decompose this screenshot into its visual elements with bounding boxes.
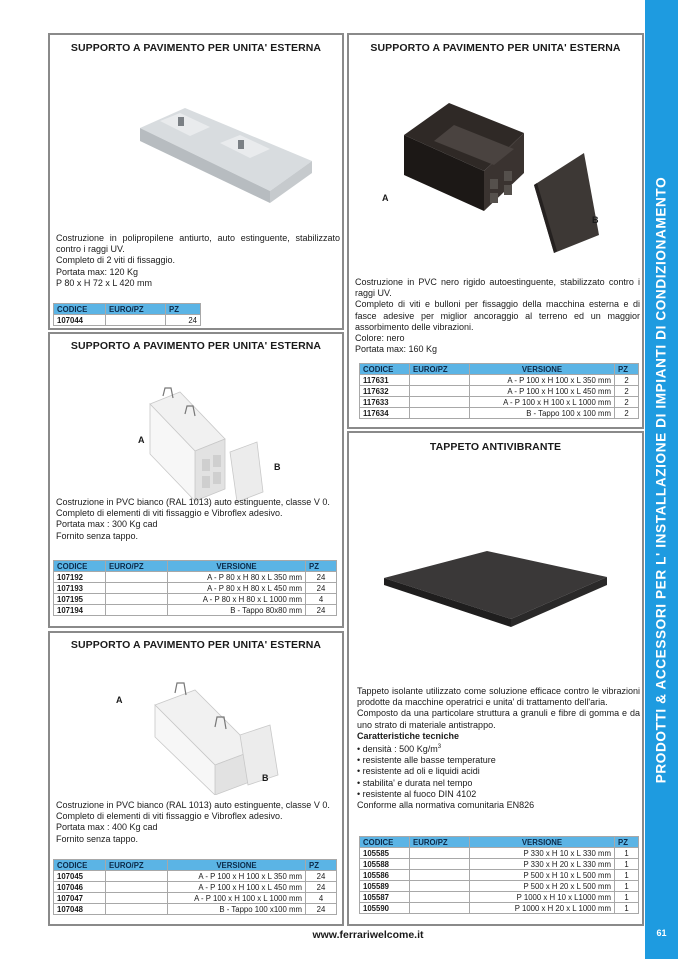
label-a: A — [116, 695, 123, 705]
product-panel-3 — [48, 332, 344, 628]
table-row[interactable] — [360, 397, 639, 408]
description-line: Colore: nero — [355, 333, 405, 344]
cell-pz: 2 — [615, 397, 639, 408]
cell-euro — [410, 892, 470, 903]
cell-codice: 107046 — [54, 882, 106, 893]
cell-pz: 1 — [615, 881, 639, 892]
table-row[interactable] — [54, 572, 337, 583]
panel-1-description — [56, 233, 340, 289]
cell-euro — [410, 903, 470, 914]
cell-versione: P 1000 x H 10 x L1000 mm — [470, 892, 615, 903]
table-row[interactable] — [54, 882, 337, 893]
density-unit-exponent: 3 — [437, 744, 442, 751]
product-panel-5 — [48, 631, 344, 926]
cell-pz: 24 — [306, 583, 337, 594]
panel-2-product-table — [359, 363, 639, 419]
bullet-item: Conforme alla normativa comunitaria EN826 — [357, 800, 535, 811]
col-codice: CODICE — [54, 561, 106, 572]
cell-codice: 107193 — [54, 583, 106, 594]
cell-codice: 117632 — [360, 386, 410, 397]
density-line — [357, 742, 640, 755]
col-euro: EURO/PZ — [106, 561, 168, 572]
cell-euro — [106, 871, 168, 882]
cell-versione: A - P 80 x H 80 x L 1000 mm — [168, 594, 306, 605]
product-panel-4 — [347, 431, 644, 926]
cell-codice: 117631 — [360, 375, 410, 386]
panel-2-title: SUPPORTO A PAVIMENTO PER UNITA' ESTERNA — [370, 42, 621, 54]
description-line: Portata max : 400 Kg cad — [56, 822, 158, 833]
cell-versione: A - P 100 x H 100 x L 1000 mm — [470, 397, 615, 408]
product-image-black-support — [394, 93, 604, 253]
cell-euro — [106, 594, 168, 605]
panel-4-title: TAPPETO ANTIVIBRANTE — [429, 441, 562, 453]
table-row[interactable] — [54, 315, 201, 326]
table-row[interactable] — [360, 903, 639, 914]
panel-5-product-table — [53, 859, 337, 915]
product-image-white-support — [130, 93, 320, 213]
description-line: Completo di elementi di viti fissaggio e Vibroflex adesivo. — [56, 508, 283, 519]
label-b: B — [592, 215, 599, 225]
cell-pz: 24 — [306, 882, 337, 893]
product-image-pvc-support-100 — [140, 665, 300, 795]
table-header-row — [54, 860, 337, 871]
cell-euro — [410, 397, 470, 408]
cell-codice: 105590 — [360, 903, 410, 914]
table-row[interactable] — [54, 583, 337, 594]
cell-pz: 1 — [615, 870, 639, 881]
cell-pz: 24 — [306, 871, 337, 882]
cell-pz: 2 — [615, 408, 639, 419]
panel-1-product-table — [53, 303, 201, 326]
cell-codice: 107045 — [54, 871, 106, 882]
cell-euro — [410, 375, 470, 386]
col-euro: EURO/PZ — [106, 304, 166, 315]
col-euro: EURO/PZ — [106, 860, 168, 871]
description-line: Composto da una particolare struttura a granuli e fibre di gomma e da uno strato di materiale antistrappo. — [357, 708, 640, 730]
table-row[interactable] — [54, 605, 337, 616]
cell-versione: A - P 80 x H 80 x L 350 mm — [168, 572, 306, 583]
description-line: Costruzione in polipropilene antiurto, auto estinguente, stabilizzato contro i raggi UV. — [56, 233, 340, 255]
table-row[interactable] — [54, 904, 337, 915]
table-row[interactable] — [360, 892, 639, 903]
col-versione: VERSIONE — [168, 561, 306, 572]
cell-codice: 117634 — [360, 408, 410, 419]
description-line: Completo di 2 viti di fissaggio. — [56, 255, 176, 266]
category-title-text: PRODOTTI & ACCESSORI PER L' INSTALLAZIONE DI IMPIANTI DI CONDIZIONAMENTO — [653, 176, 669, 784]
cell-euro — [410, 386, 470, 397]
cell-euro — [410, 859, 470, 870]
table-row[interactable] — [360, 375, 639, 386]
description-line: Costruzione in PVC bianco (RAL 1013) auto estinguente, classe V 0. — [56, 497, 330, 507]
footer — [0, 929, 678, 941]
cell-versione: B - Tappo 80x80 mm — [168, 605, 306, 616]
footer-url[interactable]: www.ferrariwelcome.it — [312, 929, 424, 941]
description-line: Costruzione in PVC nero rigido autoestinguente, stabilizzato contro i raggi UV. — [355, 277, 640, 299]
description-line: Tappeto isolante utilizzato come soluzione efficace contro le vibrazioni prodotte da macchine operatrici e unita' di trattamento dell'aria. — [357, 686, 640, 708]
bullet-item: • stabilita' e durata nel tempo — [357, 777, 473, 788]
cell-codice: 105586 — [360, 870, 410, 881]
cell-codice: 107044 — [54, 315, 106, 326]
cell-euro — [410, 408, 470, 419]
cell-codice: 105589 — [360, 881, 410, 892]
description-line: Fornito senza tappo. — [56, 530, 139, 541]
cell-pz: 1 — [615, 892, 639, 903]
cell-pz: 24 — [306, 904, 337, 915]
description-line: P 80 x H 72 x L 420 mm — [56, 277, 153, 288]
col-pz: PZ — [306, 561, 337, 572]
description-line: Portata max : 300 Kg cad — [56, 519, 158, 530]
panel-3-product-table — [53, 560, 337, 616]
description-line: Completo di elementi di viti fissaggio e Vibroflex adesivo. — [56, 811, 283, 822]
panel-3-title: SUPPORTO A PAVIMENTO PER UNITA' ESTERNA — [70, 340, 322, 352]
cell-pz: 2 — [615, 386, 639, 397]
panel-2-description — [355, 277, 640, 355]
cell-pz: 24 — [306, 605, 337, 616]
table-row[interactable] — [360, 408, 639, 419]
cell-codice: 107047 — [54, 893, 106, 904]
table-row[interactable] — [360, 881, 639, 892]
cell-euro — [410, 848, 470, 859]
col-pz: PZ — [166, 304, 201, 315]
label-b: B — [274, 462, 281, 472]
cell-euro — [106, 882, 168, 893]
cell-versione: P 500 x H 20 x L 500 mm — [470, 881, 615, 892]
label-a: A — [138, 435, 145, 445]
bullet-item: • resistente alle basse temperature — [357, 755, 496, 766]
table-row[interactable] — [360, 859, 639, 870]
col-pz: PZ — [615, 364, 639, 375]
cell-versione: A - P 100 x H 100 x L 350 mm — [168, 871, 306, 882]
cell-pz: 1 — [615, 848, 639, 859]
description-line: Fornito senza tappo. — [56, 833, 139, 844]
table-row[interactable] — [54, 594, 337, 605]
cell-codice: 107192 — [54, 572, 106, 583]
label-b: B — [262, 773, 269, 783]
cell-versione: P 330 x H 10 x L 330 mm — [470, 848, 615, 859]
panel-1-title: SUPPORTO A PAVIMENTO PER UNITA' ESTERNA — [70, 42, 322, 54]
cell-codice: 105585 — [360, 848, 410, 859]
panel-5-description — [56, 800, 340, 845]
cell-euro — [106, 904, 168, 915]
cell-versione: A - P 100 x H 100 x L 450 mm — [168, 882, 306, 893]
cell-codice: 107048 — [54, 904, 106, 915]
cell-codice: 105587 — [360, 892, 410, 903]
col-pz: PZ — [306, 860, 337, 871]
cell-codice: 107194 — [54, 605, 106, 616]
product-image-pvc-support-80 — [145, 384, 295, 509]
panel-5-title: SUPPORTO A PAVIMENTO PER UNITA' ESTERNA — [70, 639, 322, 651]
cell-versione: P 330 x H 20 x L 330 mm — [470, 859, 615, 870]
table-row[interactable] — [360, 386, 639, 397]
cell-versione: B - Tappo 100 x 100 mm — [470, 408, 615, 419]
cell-pz: 1 — [615, 859, 639, 870]
cell-versione: A - P 100 x H 100 x L 450 mm — [470, 386, 615, 397]
cell-euro — [106, 572, 168, 583]
label-a: A — [382, 193, 389, 203]
cell-euro — [106, 315, 166, 326]
cell-versione: P 500 x H 10 x L 500 mm — [470, 870, 615, 881]
col-versione: VERSIONE — [168, 860, 306, 871]
page-number: 61 — [656, 928, 667, 938]
density-text: • densità : 500 Kg/m — [357, 744, 438, 755]
col-codice: CODICE — [54, 860, 106, 871]
description-line: Completo di viti e bulloni per fissaggio della macchina esterna e di fasce adesive per miglior ancoraggio al terreno ed un maggior assorbimento delle vibrazioni. — [355, 299, 640, 332]
table-header-row — [360, 837, 639, 848]
product-panel-1 — [48, 33, 344, 330]
table-row[interactable] — [360, 870, 639, 881]
cell-euro — [410, 870, 470, 881]
product-image-anti-vibration-mat — [379, 543, 614, 643]
table-header-row — [54, 561, 337, 572]
cell-codice: 117633 — [360, 397, 410, 408]
cell-euro — [106, 893, 168, 904]
cell-versione: A - P 100 x H 100 x L 1000 mm — [168, 893, 306, 904]
col-codice: CODICE — [54, 304, 106, 315]
table-row[interactable] — [54, 893, 337, 904]
table-header-row — [360, 364, 639, 375]
table-header-row — [54, 304, 201, 315]
bullet-item: • resistente al fuoco DIN 4102 — [357, 788, 477, 799]
cell-pz: 24 — [306, 572, 337, 583]
col-versione: VERSIONE — [470, 364, 615, 375]
cell-euro — [106, 605, 168, 616]
col-codice: CODICE — [360, 837, 410, 848]
col-euro: EURO/PZ — [410, 364, 470, 375]
tech-title: Caratteristiche tecniche — [357, 730, 460, 741]
cell-versione: A - P 100 x H 100 x L 350 mm — [470, 375, 615, 386]
description-line: Portata max: 120 Kg — [56, 266, 139, 277]
cell-pz: 4 — [306, 594, 337, 605]
cell-pz: 1 — [615, 903, 639, 914]
table-row[interactable] — [54, 871, 337, 882]
cell-codice: 107195 — [54, 594, 106, 605]
bullet-item: • resistente ad oli e liquidi acidi — [357, 766, 480, 777]
col-versione: VERSIONE — [470, 837, 615, 848]
table-row[interactable] — [360, 848, 639, 859]
cell-pz: 24 — [166, 315, 201, 326]
panel-3-description — [56, 497, 340, 542]
description-line: Costruzione in PVC bianco (RAL 1013) auto estinguente, classe V 0. — [56, 800, 330, 810]
cell-versione: A - P 80 x H 80 x L 450 mm — [168, 583, 306, 594]
cell-versione: P 1000 x H 20 x L 1000 mm — [470, 903, 615, 914]
cell-euro — [106, 583, 168, 594]
col-codice: CODICE — [360, 364, 410, 375]
cell-euro — [410, 881, 470, 892]
col-euro: EURO/PZ — [410, 837, 470, 848]
cell-pz: 2 — [615, 375, 639, 386]
cell-codice: 105588 — [360, 859, 410, 870]
product-panel-2 — [347, 33, 644, 429]
cell-pz: 4 — [306, 893, 337, 904]
description-line: Portata max: 160 Kg — [355, 344, 438, 355]
cell-versione: B - Tappo 100 x100 mm — [168, 904, 306, 915]
panel-4-description — [357, 686, 640, 811]
panel-4-product-table — [359, 836, 639, 914]
col-pz: PZ — [615, 837, 639, 848]
